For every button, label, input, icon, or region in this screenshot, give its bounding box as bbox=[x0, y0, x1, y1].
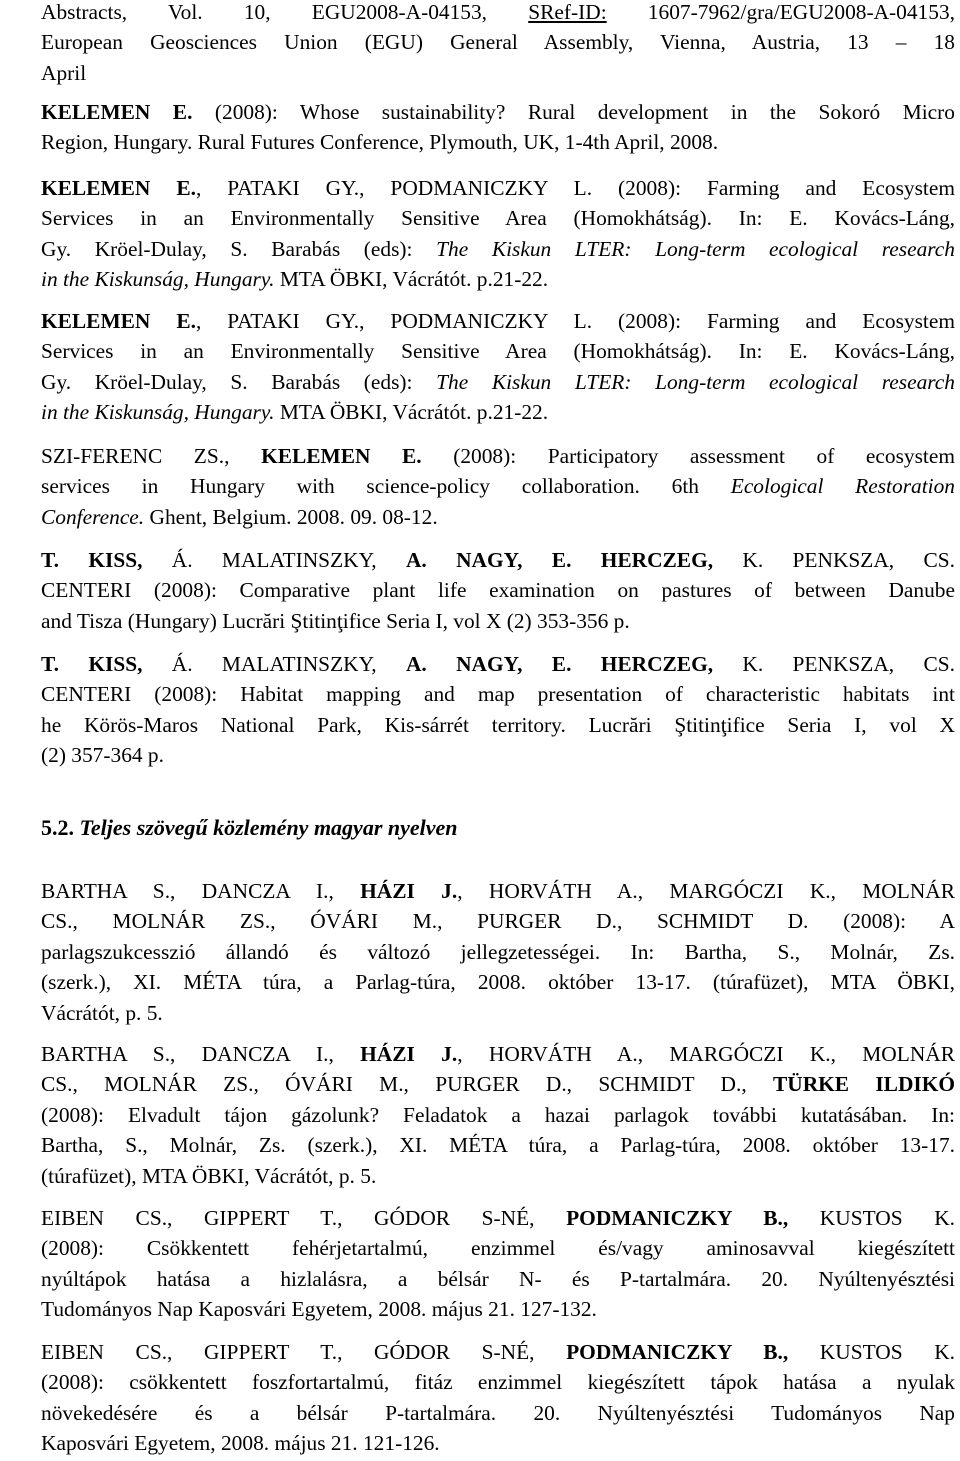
reference-entry bbox=[41, 876, 955, 1028]
section-number: 5.2. bbox=[41, 815, 74, 840]
reference-line: Conference. Ghent, Belgium. 2008. 09. 08-12. bbox=[41, 504, 438, 529]
reference-line: (túrafüzet), MTA ÖBKI, Vácrátót, p. 5. bbox=[41, 1163, 377, 1188]
reference-line: Gy. Kröel-Dulay, S. Barabás (eds): The Kiskun LTER: Long-term ecological research bbox=[41, 369, 955, 394]
reference-entry bbox=[41, 173, 955, 295]
reference-line: and Tisza (Hungary) Lucrări Ştitinţifice Seria I, vol X (2) 353-356 p. bbox=[41, 608, 630, 633]
reference-line: Gy. Kröel-Dulay, S. Barabás (eds): The Kiskun LTER: Long-term ecological research bbox=[41, 236, 955, 261]
reference-line: European Geosciences Union (EGU) General Assembly, Vienna, Austria, 13 – 18 bbox=[41, 30, 955, 55]
reference-entry bbox=[41, 649, 955, 771]
reference-line: in the Kiskunság, Hungary. MTA ÖBKI, Vácrátót. p.21-22. bbox=[41, 400, 549, 425]
reference-line: növekedésére és a bélsár P-tartalmára. 20. Nyúltenyésztési Tudományos Nap bbox=[41, 1400, 955, 1425]
reference-line: Services in an Environmentally Sensitive Area (Homokhátság). In: E. Kovács-Láng, bbox=[41, 339, 955, 364]
reference-entry bbox=[41, 97, 955, 158]
reference-line: CS., MOLNÁR ZS., ÓVÁRI M., PURGER D., SCHMIDT D. (2008): A bbox=[41, 909, 955, 934]
reference-entry bbox=[41, 441, 955, 532]
reference-line: he Körös-Maros National Park, Kis-sárrét territory. Lucrări Ştitinţifice Seria I, vol X bbox=[41, 712, 955, 737]
reference-entry bbox=[41, 545, 955, 636]
reference-entry bbox=[41, 0, 955, 88]
reference-line: EIBEN CS., GIPPERT T., GÓDOR S-NÉ, PODMANICZKY B., KUSTOS K. bbox=[41, 1340, 955, 1364]
reference-line: KELEMEN E., PATAKI GY., PODMANICZKY L. (2008): Farming and Ecosystem bbox=[41, 309, 955, 333]
reference-line: April bbox=[41, 60, 87, 85]
reference-line: KELEMEN E. (2008): Whose sustainability? Rural development in the Sokoró Micro bbox=[41, 100, 955, 124]
reference-line: Region, Hungary. Rural Futures Conference, Plymouth, UK, 1-4th April, 2008. bbox=[41, 130, 719, 155]
reference-line: services in Hungary with science-policy collaboration. 6th Ecological Restoration bbox=[41, 474, 955, 499]
reference-line: CS., MOLNÁR ZS., ÓVÁRI M., PURGER D., SCHMIDT D., TÜRKE ILDIKÓ bbox=[41, 1072, 955, 1097]
reference-line: BARTHA S., DANCZA I., HÁZI J., HORVÁTH A., MARGÓCZI K., MOLNÁR bbox=[41, 1042, 955, 1066]
reference-line: Kaposvári Egyetem, 2008. május 21. 121-126. bbox=[41, 1431, 440, 1456]
reference-line: nyúltápok hatása a hizlalásra, a bélsár N- és P-tartalmára. 20. Nyúltenyésztési bbox=[41, 1266, 955, 1291]
reference-entry bbox=[41, 1203, 955, 1325]
reference-line: SZI-FERENC ZS., KELEMEN E. (2008): Participatory assessment of ecosystem bbox=[41, 444, 956, 468]
reference-line: Tudományos Nap Kaposvári Egyetem, 2008. május 21. 127-132. bbox=[41, 1297, 597, 1322]
reference-line: CENTERI (2008): Comparative plant life examination on pastures of between Danube bbox=[41, 578, 955, 603]
reference-entry bbox=[41, 1039, 955, 1191]
reference-line: (2008): csökkentett foszfortartalmú, fitáz enzimmel kiegészített tápok hatása a nyulak bbox=[41, 1370, 955, 1395]
reference-line: EIBEN CS., GIPPERT T., GÓDOR S-NÉ, PODMANICZKY B., KUSTOS K. bbox=[41, 1206, 955, 1230]
reference-line: parlagszukcesszió állandó és változó jellegzetességei. In: Bartha, S., Molnár, Zs. bbox=[41, 939, 955, 964]
reference-line: (2008): Elvadult tájon gázolunk? Feladatok a hazai parlagok további kutatásában. In: bbox=[41, 1102, 955, 1127]
reference-line: BARTHA S., DANCZA I., HÁZI J., HORVÁTH A., MARGÓCZI K., MOLNÁR bbox=[41, 879, 955, 903]
reference-line: Services in an Environmentally Sensitive Area (Homokhátság). In: E. Kovács-Láng, bbox=[41, 206, 955, 231]
reference-line: Vácrátót, p. 5. bbox=[41, 1000, 163, 1025]
reference-entry bbox=[41, 1337, 955, 1459]
reference-line: (szerk.), XI. MÉTA túra, a Parlag-túra, 2008. október 13-17. (túrafüzet), MTA ÖBKI, bbox=[41, 970, 955, 995]
section-title: Teljes szövegű közlemény magyar nyelven bbox=[79, 815, 458, 840]
reference-line: T. KISS, Á. MALATINSZKY, A. NAGY, E. HERCZEG, K. PENKSZA, CS. bbox=[41, 548, 955, 572]
reference-line: Abstracts, Vol. 10, EGU2008-A-04153, SRef-ID: 1607-7962/gra/EGU2008-A-04153, bbox=[41, 0, 955, 24]
reference-line: (2) 357-364 p. bbox=[41, 743, 164, 768]
reference-line: CENTERI (2008): Habitat mapping and map presentation of characteristic habitats int bbox=[41, 682, 955, 707]
reference-entry bbox=[41, 306, 955, 428]
reference-line: in the Kiskunság, Hungary. MTA ÖBKI, Vácrátót. p.21-22. bbox=[41, 267, 549, 292]
reference-line: T. KISS, Á. MALATINSZKY, A. NAGY, E. HERCZEG, K. PENKSZA, CS. bbox=[41, 652, 955, 676]
reference-line: Bartha, S., Molnár, Zs. (szerk.), XI. MÉTA túra, a Parlag-túra, 2008. október 13-17. bbox=[41, 1133, 955, 1158]
reference-line: (2008): Csökkentett fehérjetartalmú, enzimmel és/vagy aminosavval kiegészített bbox=[41, 1236, 955, 1261]
reference-line: KELEMEN E., PATAKI GY., PODMANICZKY L. (2008): Farming and Ecosystem bbox=[41, 176, 955, 200]
section-heading bbox=[41, 813, 458, 843]
